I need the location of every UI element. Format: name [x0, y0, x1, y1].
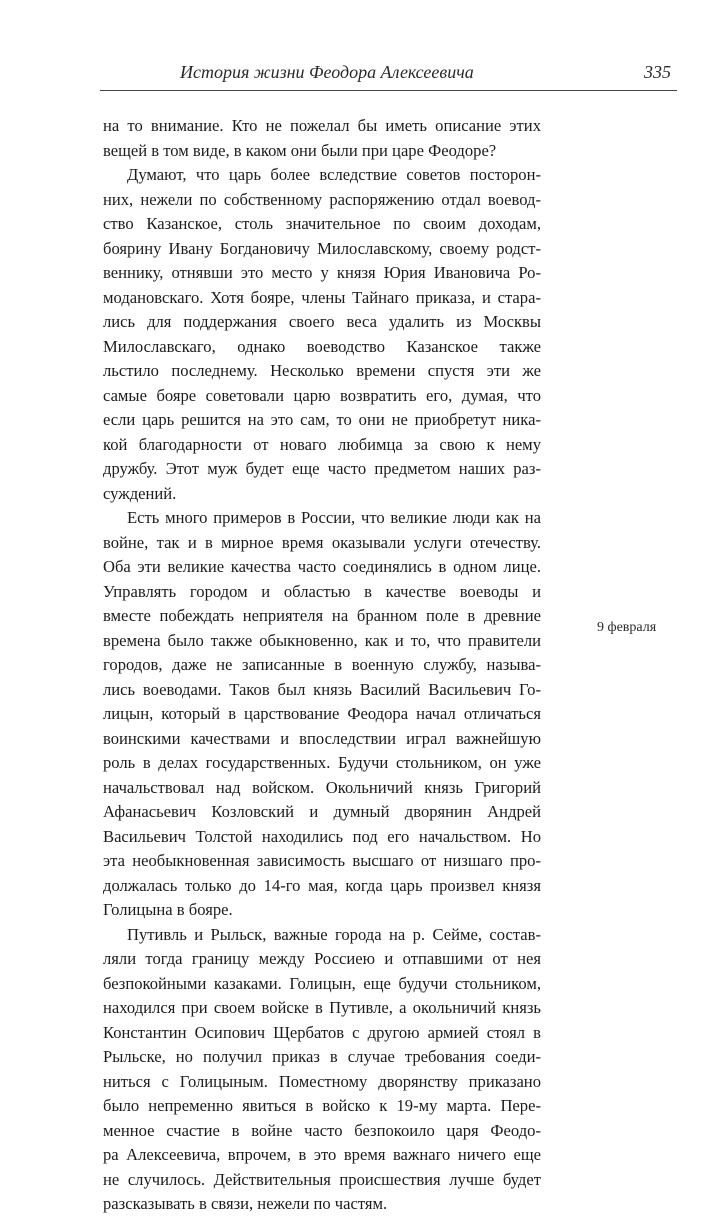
text-line: Голицына в бояре.: [103, 900, 233, 919]
text-line: самые бояре советовали царю возвратить его, думая, что: [103, 385, 541, 405]
text-line: Афанасьевич Козловский и думный дворянин Андрей: [103, 802, 541, 821]
paragraph: [103, 923, 541, 1217]
text-line: лись для поддержания своего веса удалить из Москвы: [103, 312, 541, 331]
text-line: суждений.: [103, 483, 177, 503]
text-line: лицын, который в царствование Феодора начал отличаться: [103, 704, 541, 723]
text-line: Васильевич Толстой находились под его начальством. Но: [103, 826, 541, 846]
text-line: было непременно явиться в войско к 19-му марта. Пере-: [103, 1096, 541, 1115]
text-line: боярину Ивану Богдановичу Милославскому, своему родст-: [103, 238, 541, 258]
text-line: Рыльске, но получил приказ в случае требования соеди-: [103, 1047, 541, 1066]
text-line: вещей в том виде, в каком они были при царе Феодоре?: [103, 140, 497, 160]
text-line: городов, даже не записанные в военную службу, называ-: [103, 655, 541, 674]
text-line: безпокойными казаками. Голицын, еще будучи стольником,: [103, 973, 541, 993]
text-line: лись воеводами. Таков был князь Василий Васильевич Го-: [103, 679, 541, 699]
text-line: менное счастие в войне часто безпокоило царя Феодо-: [103, 1120, 541, 1140]
text-line: на то внимание. Кто не пожелал бы иметь описание этих: [103, 116, 541, 135]
text-line: начальствовал над войском. Окольничий князь Григорий: [103, 777, 541, 797]
text-line: Оба эти великие качества часто соединялись в одном лице.: [103, 557, 541, 576]
body-text: [103, 114, 541, 1217]
text-line: вместе побеждать неприятеля на бранном поле в древние: [103, 606, 541, 625]
text-line: модановскаго. Хотя бояре, члены Тайнаго приказа, и стара-: [103, 287, 541, 307]
text-line: ниться с Голицыным. Поместному дворянству приказано: [103, 1071, 541, 1091]
text-line: эта необыкновенная зависимость высшаго от низшаго про-: [103, 851, 541, 870]
running-title: История жизни Феодора Алексеевича: [180, 62, 474, 82]
text-line: если царь решится на это сам, то они не приобретут ника-: [103, 410, 541, 429]
text-line: Милославскаго, однако воеводство Казанское также: [103, 336, 541, 356]
paragraph: [103, 114, 541, 163]
text-line: кой благодарности от новаго любимца за свою к нему: [103, 434, 541, 454]
text-line: ляли тогда границу между Россиею и отпавшими от нея: [103, 949, 541, 968]
text-line: войне, так и в мирное время оказывали услуги отечеству.: [103, 532, 541, 552]
text-line: Управлять городом и областью в качестве воеводы и: [103, 581, 541, 601]
text-line: роль в делах государственных. Будучи стольником, он уже: [103, 753, 541, 772]
text-line: должалась только до 14-го мая, когда царь произвел князя: [103, 875, 541, 895]
text-line: Константин Осипович Щербатов с другою армией стоял в: [103, 1022, 541, 1042]
text-line: Есть много примеров в России, что великие люди как на: [127, 508, 541, 527]
text-line: них, нежели по собственному распоряжению отдал воевод-: [103, 189, 541, 209]
text-line: веннику, отнявши это место у князя Юрия Ивановича Ро-: [103, 263, 541, 282]
paragraph: [103, 163, 541, 506]
text-line: воинскими качествами и впоследствии играл важнейшую: [103, 728, 541, 748]
text-line: разсказывать в связи, нежели по частям.: [103, 1194, 388, 1213]
text-line: дружбу. Этот муж будет еще часто предметом наших раз-: [103, 459, 541, 478]
text-line: ство Казанское, столь значительное по своим доходам,: [103, 214, 541, 233]
text-line: времена было также обыкновенно, как и то, что правители: [103, 630, 541, 650]
page-number: 335: [644, 62, 671, 82]
text-line: льстило последнему. Несколько времени спустя эти же: [103, 361, 541, 380]
text-line: Думают, что царь более вследствие советов посторон-: [127, 165, 541, 184]
paragraph: [103, 506, 541, 923]
text-line: ра Алексеевича, впрочем, в это время важнаго ничего еще: [103, 1145, 541, 1164]
text-line: Путивль и Рыльск, важные города на р. Сейме, состав-: [127, 924, 541, 944]
margin-note: 9 февраля: [597, 620, 657, 635]
text-line: не случилось. Действительныя происшествия лучше будет: [103, 1169, 541, 1189]
text-line: находился при своем войске в Путивле, а окольничий князь: [103, 998, 541, 1017]
running-header: [100, 60, 677, 91]
